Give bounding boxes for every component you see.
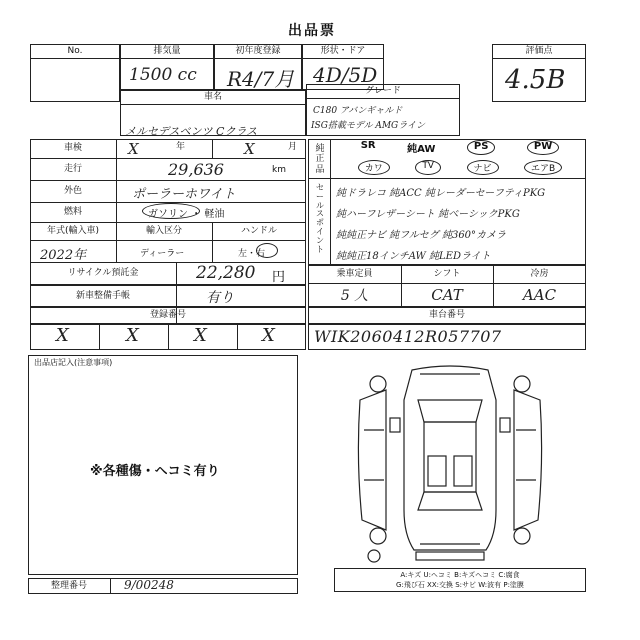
maker-label: 車名 (121, 91, 305, 105)
regnum-value-3: X (194, 325, 207, 346)
displacement-value: 1500 cc (129, 65, 197, 85)
sales-point-line-3: 純純正ナビ 純フルセグ 純360°カメラ (336, 230, 507, 241)
score-label: 評価点 (493, 45, 585, 59)
recycle-label: リサイクル預託金 (67, 268, 139, 278)
inspection-year-value: X (128, 140, 139, 158)
ac-label: 冷房 (530, 268, 549, 279)
score-value: 4.5B (505, 65, 566, 95)
shape-value: 4D/5D (313, 63, 378, 87)
shift-label: シフト (433, 268, 461, 279)
notes-main-text: ※各種傷・ヘコミ有り (90, 464, 220, 479)
mileage-label: 走行 (63, 163, 82, 174)
no-box (30, 44, 120, 102)
equipment-ps: PS (467, 140, 496, 155)
year-label: 年式(輸入車) (46, 225, 100, 236)
color-value: ポーラーホワイト (132, 187, 236, 202)
first-reg-label: 初年度登録 (215, 45, 301, 59)
regnum-value-2: X (126, 325, 139, 346)
fuel-circle (142, 203, 200, 219)
damage-legend (334, 568, 586, 592)
handle-value: 左・右 (238, 249, 266, 259)
mileage-unit: km (272, 165, 286, 175)
no-label: No. (31, 45, 119, 59)
first-reg-value: R4/7月 (227, 67, 295, 91)
import-value: ディーラー (140, 249, 185, 259)
year-value: 2022年 (40, 248, 87, 263)
recycle-unit: 円 (272, 270, 286, 285)
regnum-value-4: X (262, 325, 275, 346)
grade-box (306, 84, 460, 136)
equipment-tv: TV (415, 160, 441, 175)
mileage-value: 29,636 (168, 160, 224, 179)
displacement-box (120, 44, 214, 90)
legend-line-1: A:キズ U:ヘコミ B:キズヘコミ C:腐食 (400, 571, 520, 579)
equipment-leather: カワ (358, 160, 390, 175)
footer-label: 整理番号 (50, 580, 87, 591)
footer-value: 9/00248 (124, 578, 174, 592)
equipment-pw: PW (527, 140, 559, 155)
legend-line-2: G:飛び石 XX:交換 S:サビ W:波有 P:塗膜 (396, 581, 524, 589)
equipment-aw: 純AW (407, 144, 436, 155)
color-label: 外色 (63, 185, 82, 196)
equipment-label: 純正品 (315, 144, 325, 175)
first-reg-box (214, 44, 302, 90)
newcar-label: 新車整備手帳 (75, 290, 130, 301)
fuel-label: 燃料 (63, 206, 82, 217)
capacity-value: 5 人 (340, 288, 369, 304)
grade-value-1: C180 アバンギャルド (313, 106, 403, 116)
newcar-value: 有り (206, 290, 234, 306)
equipment-row-1 (345, 140, 575, 155)
maker-box (120, 90, 306, 136)
equipment-row-2 (345, 160, 575, 175)
ac-value: AAC (522, 286, 557, 304)
regnum-value-1: X (56, 325, 69, 346)
vin-value: WIK2060412R057707 (314, 327, 502, 346)
sales-points-label: セールスポイント (316, 183, 324, 254)
inspection-month-value: X (244, 140, 255, 158)
car-damage-diagram (350, 360, 550, 565)
displacement-label: 排気量 (121, 45, 213, 59)
score-box (492, 44, 586, 102)
handle-label: ハンドル (240, 225, 277, 236)
inspection-year-unit: 年 (176, 142, 186, 152)
regnum-label: 登録番号 (149, 310, 186, 320)
shape-label: 形状・ドア (303, 45, 383, 59)
shift-value: CAT (431, 286, 463, 304)
maker-value: メルセデスベンツ Cクラス (125, 125, 258, 138)
equipment-navi: ナビ (467, 160, 499, 175)
vin-label: 車台番号 (428, 310, 465, 320)
fuel-value: ガソリン ・ 軽油 (148, 209, 225, 220)
equipment-sr: SR (360, 140, 376, 151)
sales-point-line-4: 純純正18インチAW 純LEDライト (336, 251, 491, 262)
import-label: 輸入区分 (145, 225, 182, 236)
handle-circle (256, 243, 278, 258)
capacity-label: 乗車定員 (336, 268, 373, 279)
grade-label: グレード (307, 85, 459, 99)
sales-point-line-2: 純ハーフレザーシート 純ベーシックPKG (336, 209, 520, 220)
inspection-month-unit: 月 (288, 142, 298, 152)
equipment-airbag: エアB (524, 160, 562, 175)
recycle-value: 22,280 (196, 263, 256, 283)
inspection-label: 車検 (63, 143, 82, 153)
grade-value-2: ISG搭載モデル AMGライン (311, 121, 425, 131)
page-title: 出品票 (288, 23, 336, 39)
sales-point-line-1: 純ドラレコ 純ACC 純レーダーセーフティPKG (336, 188, 546, 199)
notes-label: 出品店記入(注意事項) (34, 358, 113, 367)
